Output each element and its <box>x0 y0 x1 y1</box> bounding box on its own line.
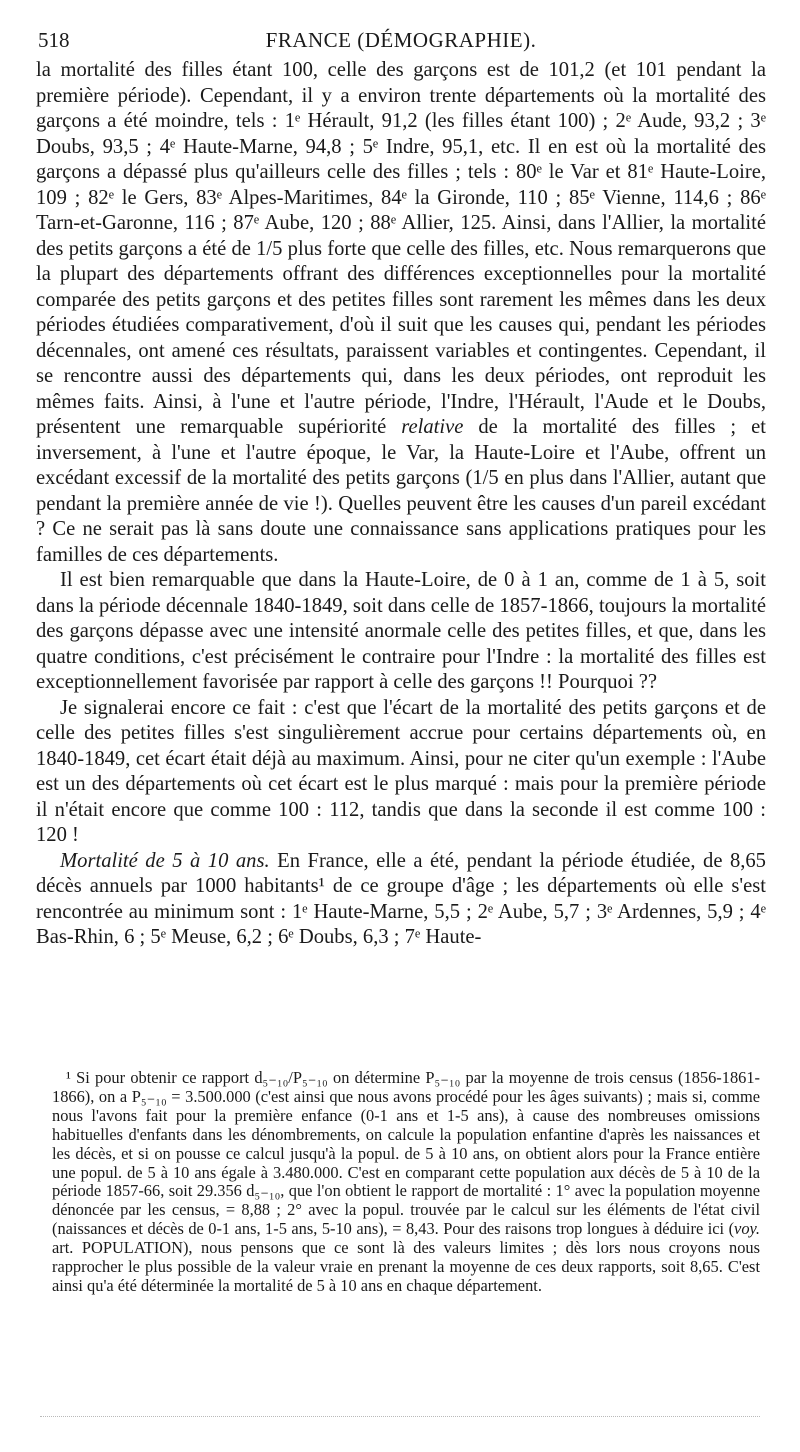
paragraph-4 <box>36 849 766 951</box>
paragraph-4-text: En France, elle a été, pendant la période étudiée, de 8,65 décès annuels par 1000 habitants¹ de ce groupe d'âge ; les départements où elle s'est rencontrée au minimum sont : 1ᵉ Haute-Marne, 5,5 ; 2ᵉ Aube, 5,7 ; 3ᵉ Ardennes, 5,9 ; 4ᵉ Bas-Rhin, 6 ; 5ᵉ Meuse, 6,2 ; 6ᵉ Doubs, 6,3 ; 7ᵉ Haute- <box>36 849 766 948</box>
footnote-1-text-b: art. POPULATION), nous pensons que ce sont là des valeurs limites ; dès lors nous croyons nous rapprocher le plus possible de la valeur vraie en prenant la moyenne de ces deux rapports, soit 8,65. C'est ainsi qu'a été déterminée la mortalité de 5 à 10 ans en chaque département. <box>52 1238 760 1295</box>
running-title: FRANCE (DÉMOGRAPHIE). <box>265 28 537 52</box>
footnote-1 <box>52 1069 760 1296</box>
footnote-1-voy: voy. <box>734 1219 760 1239</box>
body-text <box>36 58 766 951</box>
footnotes <box>52 1069 760 1296</box>
paragraph-2: Il est bien remarquable que dans la Haute-Loire, de 0 à 1 an, comme de 1 à 5, soit dans la période décennale 1840-1849, soit dans celle de 1857-1866, toujours la mortalité des garçons dépasse avec une intensité anormale celle des petites filles, et que, dans les quatre conditions, c'est précisément le contraire pour l'Indre : la mortalité des filles est exceptionnellement favorisée par rapport à celle des garçons !! Pourquoi ?? <box>36 569 766 693</box>
page-number: 518 <box>38 28 70 52</box>
section-heading-mortalite-5-10: Mortalité de 5 à 10 ans. <box>60 849 270 872</box>
paragraph-3: Je signalerai encore ce fait : c'est que l'écart de la mortalité des petits garçons et de celle des petites filles s'est singulièrement accrue pour certains départements où, en 1840-1849, cet écart était déjà au maximum. Ainsi, pour ne citer qu'un exemple : l'Aube est un des départements où cet écart est le plus marqué : mais pour la première période il n'était encore que comme 100 : 112, tandis que dans la seconde il est comme 100 : 120 ! <box>36 696 766 846</box>
paragraph-1-end: de la mortalité des filles ; et inversement, à l'une et l'autre époque, le Var, la Haute-Loire et l'Aube, offrent un excédant excessif de la mortalité des petits garçons (1/5 en plus dans l'Allier, autant que pendant la première année de vie !). Quelles peuvent être les causes d'un pareil excédant ? Ce ne serait pas là sans doute une connaissance sans applications pratiques pour les familles de ces départements. <box>36 416 766 566</box>
bottom-smear <box>40 1416 760 1419</box>
page-header <box>36 22 766 56</box>
paragraph-1-text: la mortalité des filles étant 100, celle des garçons est de 101,2 (et 101 pendant la première période). Cependant, il y a environ trente départements où la mortalité des garçons a été moindre, tels : 1ᵉ Hérault, 91,2 (les filles étant 100) ; 2ᵉ Aude, 93,2 ; 3ᵉ Doubs, 93,5 ; 4ᵉ Haute-Marne, 94,8 ; 5ᵉ Indre, 95,1, etc. Il en est où la mortalité des garçons a dépassé plus qu'ailleurs celle des filles ; tels : 80ᵉ le Var et 81ᵉ Haute-Loire, 109 ; 82ᵉ le Gers, 83ᵉ Alpes-Maritimes, 84ᵉ la Gironde, 110 ; 85ᵉ Vienne, 114,6 ; 86ᵉ Tarn-et-Garonne, 116 ; 87ᵉ Aube, 120 ; 88ᵉ Allier, 125. Ainsi, dans l'Allier, la mortalité des petits garçons a été de 1/5 plus forte que celle des filles, etc. Nous remarquerons que la plupart des départements offrant des différences exceptionnelles pour la mortalité comparée des petits garçons et des petites filles sont rarement les mêmes dans les deux périodes étudiées comparativement, d'où il suit que les causes qui, pendant les périodes décennales, ont amené ces résultats, paraissent variables et contingentes. Cependant, il se rencontre aussi des départements qui, dans les deux périodes, ont reproduit les mêmes faits. Ainsi, à l'une et l'autre période, l'Indre, l'Hérault, l'Aude et le Doubs, présentent une remarquable supériorité <box>36 59 766 438</box>
italic-relative: relative <box>401 416 464 438</box>
paragraph-1 <box>36 58 766 568</box>
footnote-1-text-a: ¹ Si pour obtenir ce rapport d₅₋₁₀/P₅₋₁₀ on détermine P₅₋₁₀ par la moyenne de trois census (1856-1861-1866), on a P₅₋₁₀ = 3.500.000 (c'est ainsi que nous avons procédé pour les âges suivants) ; mais si, comme nous l'avons fait pour la première enfance (0-1 ans et 1-5 ans), à cause des nombreuses omissions habituelles d'enfants dans les dénombrements, on calcule la population enfantine d'après les naissances et les décès, et si on pousse ce calcul jusqu'à la popul. de 5 à 10 ans, on obtient alors pour la France entière une popul. de 5 à 10 ans égale à 3.480.000. C'est en comparant cette population aux décès de 5 à 10 de la période 1857-66, soit 29.356 d₅₋₁₀, que l'on obtient le rapport de mortalité : 1° avec la population moyenne dénoncée par les census, = 8,88 ; 2° avec la popul. trouvée par le calcul sur les éléments de l'état civil (naissances et décès de 0-1 ans, 1-5 ans, 5-10 ans), = 8,43. Pour des raisons trop longues à déduire ici ( <box>52 1068 760 1239</box>
